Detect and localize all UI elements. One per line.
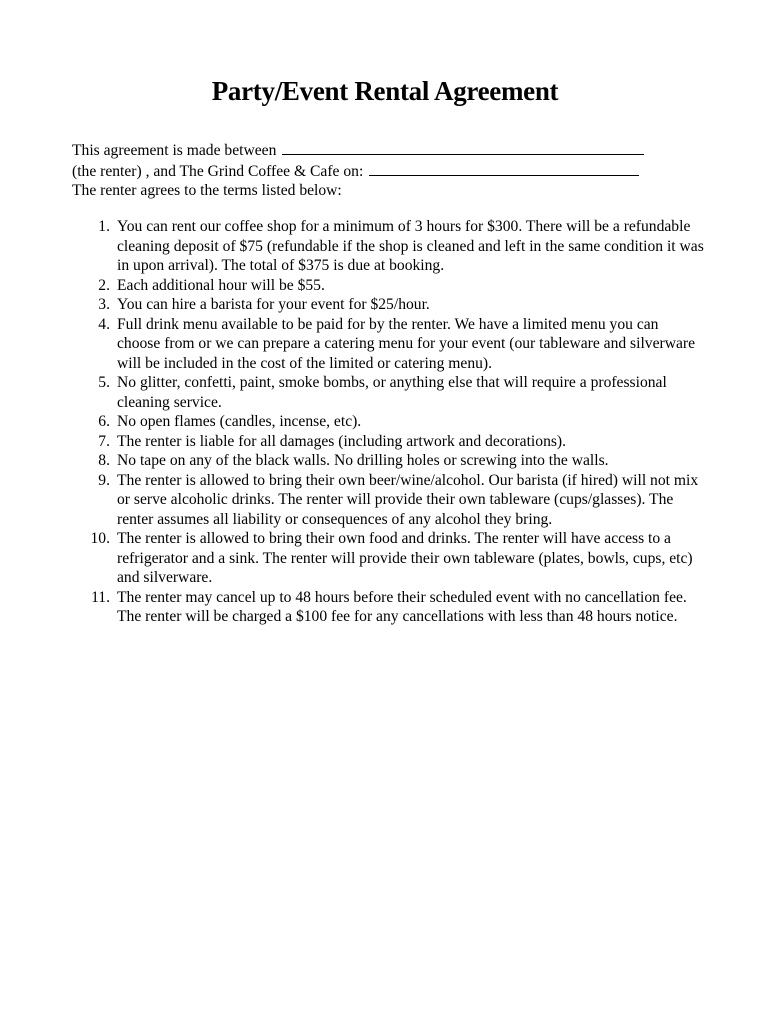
party-name-blank [282, 140, 644, 155]
document-title: Party/Event Rental Agreement [211, 76, 559, 106]
term-text: You can hire a barista for your event for $25/hour. [117, 296, 430, 313]
intro-text-renter: (the renter) , and The Grind Coffee & Cafe on: [72, 162, 364, 180]
term-number: 3. [98, 296, 110, 313]
term-item [72, 295, 704, 315]
terms-list [72, 217, 704, 627]
term-text: No open flames (candles, incense, etc). [117, 413, 362, 430]
term-text: The renter is allowed to bring their own beer/wine/alcohol. Our barista (if hired) will not mix or serve alcoholic drinks. The renter will provide their own tableware (cups/glasses). The renter assumes all liability or consequences of any alcohol they bring. [117, 471, 699, 528]
term-text: The renter may cancel up to 48 hours before their scheduled event with no cancellation fee. The renter will be charged a $100 fee for any cancellations with less than 48 hours notice. [117, 588, 687, 625]
term-text: No glitter, confetti, paint, smoke bombs, or anything else that will require a professional cleaning service. [117, 374, 667, 411]
term-text: No tape on any of the black walls. No drilling holes or screwing into the walls. [117, 452, 609, 469]
term-item [72, 471, 704, 530]
term-item [72, 373, 704, 412]
intro-line-date [72, 161, 712, 182]
term-number: 6. [98, 413, 110, 430]
term-item [72, 315, 704, 374]
intro-line-parties [72, 140, 712, 161]
term-item [72, 451, 704, 471]
event-date-blank [369, 161, 639, 176]
term-number: 11. [91, 588, 110, 606]
term-number: 8. [98, 452, 110, 469]
term-text: The renter is liable for all damages (including artwork and decorations). [117, 432, 567, 450]
term-text: Each additional hour will be $55. [117, 276, 325, 294]
term-item [72, 412, 704, 432]
term-item [72, 588, 704, 627]
intro-text-agreement: This agreement is made between [72, 142, 277, 159]
term-text: Full drink menu available to be paid for by the renter. We have a limited menu you can choose from or we can prepare a catering menu for your event (our tableware and silverware will be included in the cost of the limited or catering menu). [117, 315, 695, 372]
term-item [72, 276, 704, 296]
intro-paragraph [72, 140, 712, 201]
term-number: 2. [98, 276, 110, 294]
term-text: The renter is allowed to bring their own food and drinks. The renter will have access to a refrigerator and a sink. The renter will provide their own tableware (plates, bowls, cups, etc) and silverware. [117, 530, 693, 586]
term-number: 7. [98, 432, 110, 450]
term-item [72, 529, 704, 588]
term-item [72, 432, 704, 452]
term-text: You can rent our coffee shop for a minimum of 3 hours for $300. There will be a refundable cleaning deposit of $75 (refundable if the shop is cleaned and left in the same condition it was in upon arrival). The total of $375 is due at booking. [117, 218, 704, 274]
term-number: 9. [98, 471, 110, 489]
term-number: 10. [90, 530, 110, 547]
term-number: 1. [98, 218, 110, 235]
term-item [72, 217, 704, 276]
term-number: 4. [98, 315, 110, 333]
term-number: 5. [98, 374, 110, 391]
intro-line-terms: The renter agrees to the terms listed below: [72, 182, 342, 199]
